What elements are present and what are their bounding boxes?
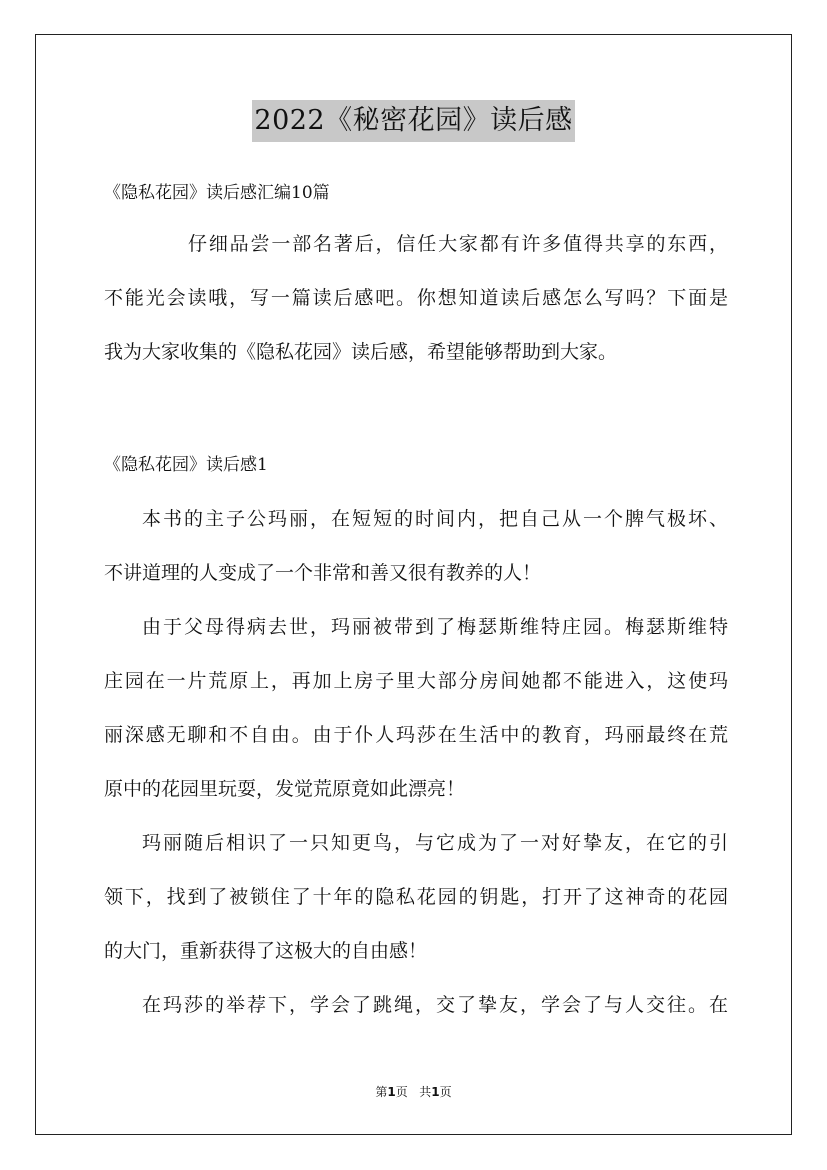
body-paragraph [104,610,728,826]
page-label-suffix: 页 [395,1085,408,1099]
body-paragraph [104,988,728,1042]
text-line: 庄园在一片荒原上，再加上房子里大部分房间她都不能进入，这使玛 [104,670,728,692]
total-pages: 1 [431,1085,440,1099]
section-heading: 《隐私花园》读后感1 [104,455,268,475]
text-line: 的大门，重新获得了这极大的自由感！ [104,940,428,962]
text-line: 在玛莎的举荐下，学会了跳绳，交了挚友，学会了与人交往。在 [142,994,728,1016]
text-line: 本书的主子公玛丽，在短短的时间内，把自己从一个脾气极坏、 [142,508,728,530]
text-line: 玛丽随后相识了一只知更鸟，与它成为了一对好挚友，在它的引 [142,832,728,854]
total-label-suffix: 页 [439,1085,452,1099]
document-subtitle: 《隐私花园》读后感汇编10篇 [104,183,330,203]
body-paragraph [104,826,728,988]
text-line: 不能光会读哦，写一篇读后感吧。你想知道读后感怎么写吗？下面是 [104,287,728,309]
title-container [0,100,827,142]
page-label-prefix: 第 [375,1085,388,1099]
intro-paragraph [104,227,728,389]
text-line: 由于父母得病去世，玛丽被带到了梅瑟斯维特庄园。梅瑟斯维特 [142,616,728,638]
text-line: 领下，找到了被锁住了十年的隐私花园的钥匙，打开了这神奇的花园 [104,886,728,908]
text-line: 丽深感无聊和不自由。由于仆人玛莎在生活中的教育，玛丽最终在荒 [104,724,728,746]
text-line: 仔细品尝一部名著后，信任大家都有许多值得共享的东西， [188,233,728,255]
body-paragraph [104,502,728,610]
text-line: 不讲道理的人变成了一个非常和善又很有教养的人！ [104,562,542,584]
document-title: 2022《秘密花园》读后感 [252,100,574,142]
total-label-prefix: 共 [419,1085,432,1099]
page-number: 1 [387,1085,396,1099]
text-line: 原中的花园里玩耍，发觉荒原竟如此漂亮！ [104,778,466,800]
text-line: 我为大家收集的《隐私花园》读后感，希望能够帮助到大家。 [104,341,618,363]
page-footer [0,1083,827,1100]
